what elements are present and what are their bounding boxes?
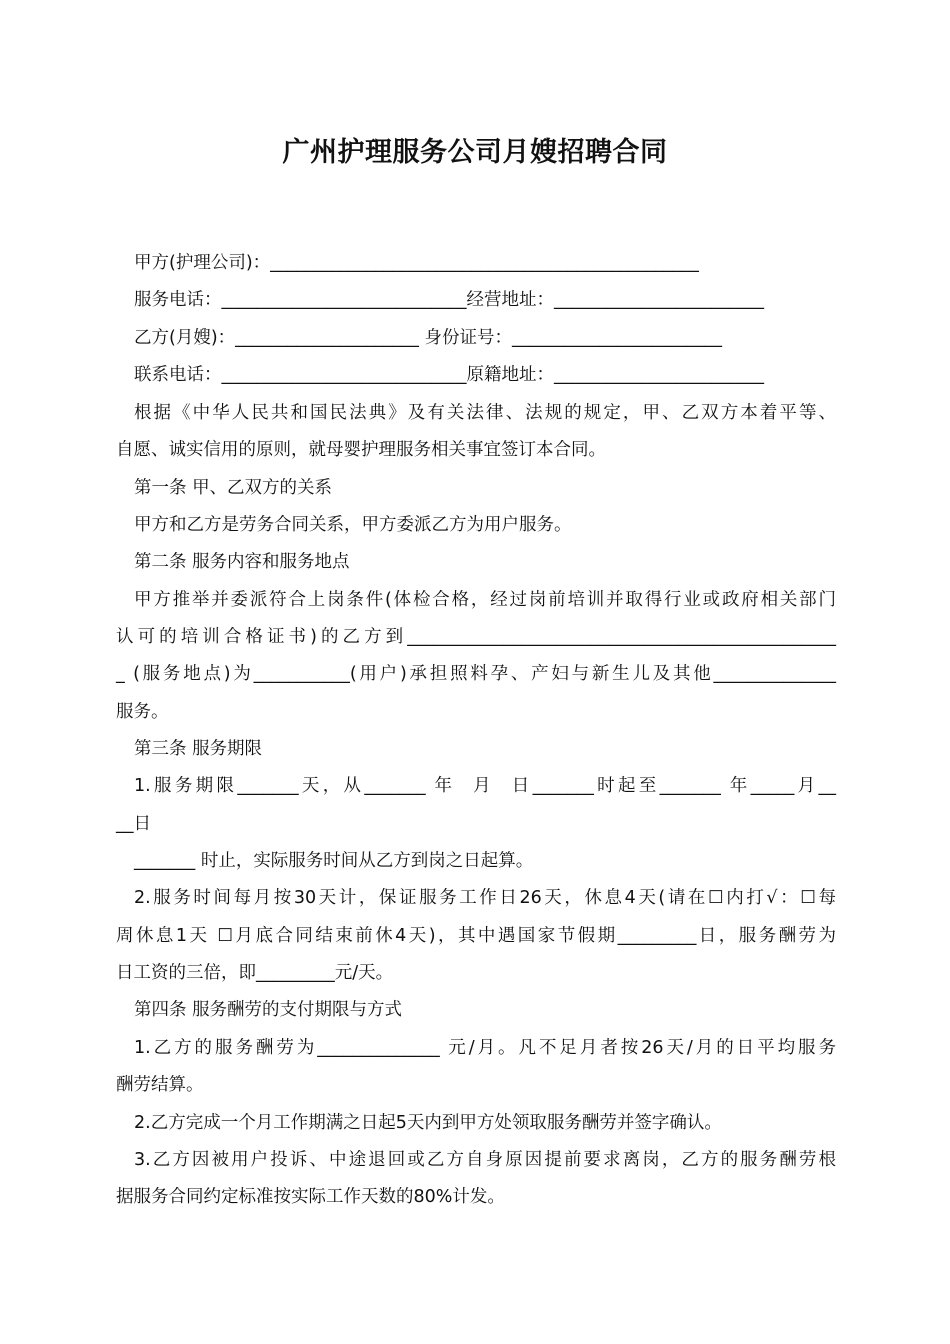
article-3-item-1a: 1.服务期限_______天，从_______ 年 月 日_______时起至_______ 年_____月__ [134,776,836,796]
preamble-line-2: 自愿、诚实信用的原则，就母婴护理服务相关事宜签订本合同。 [116,440,606,460]
article-2-text-4: 服务。 [116,702,169,722]
article-4-item-1b: 酬劳结算。 [116,1075,204,1095]
article-4-item-2: 2.乙方完成一个月工作期满之日起5天内到甲方处领取服务酬劳并签字确认。 [134,1113,722,1133]
article-1-heading: 第一条 甲、乙双方的关系 [134,478,333,498]
service-phone-line: 服务电话：____________________________经营地址：________________________ [134,290,764,310]
article-4-item-3b: 据服务合同约定标准按实际工作天数的80%计发。 [116,1187,505,1207]
article-3-item-1b: __日 [116,814,151,834]
article-4-heading: 第四条 服务酬劳的支付期限与方式 [134,1000,403,1020]
preamble-line-1: 根据《中华人民共和国民法典》及有关法律、法规的规定，甲、乙双方本着平等、 [134,403,836,423]
article-3-item-2b: 周休息1天 ☐月底合同结束前休4天)，其中遇国家节假期_________日，服务酬劳为 [116,926,836,946]
article-3-item-2c: 日工资的三倍，即_________元/天。 [116,963,394,983]
party-b-line: 乙方(月嫂)：_____________________ 身份证号：________________________ [134,328,722,348]
document-title: 广州护理服务公司月嫂招聘合同 [282,137,668,168]
article-1-text: 甲方和乙方是劳务合同关系，甲方委派乙方为用户服务。 [134,515,572,535]
article-4-item-3a: 3.乙方因被用户投诉、中途退回或乙方自身原因提前要求离岗，乙方的服务酬劳根 [134,1150,836,1170]
contact-phone-line: 联系电话：____________________________原籍地址：________________________ [134,365,764,385]
article-3-item-1c: _______ 时止，实际服务时间从乙方到岗之日起算。 [134,851,534,871]
article-4-item-1a: 1.乙方的服务酬劳为______________ 元/月。凡不足月者按26天/月的日平均服务 [134,1038,836,1058]
article-2-heading: 第二条 服务内容和服务地点 [134,552,350,572]
article-3-item-2a: 2.服务时间每月按30天计，保证服务工作日26天，休息4天(请在☐内打√：☐每 [134,888,836,908]
article-2-text-1: 甲方推举并委派符合上岗条件(体检合格，经过岗前培训并取得行业或政府相关部门 [134,590,836,610]
article-2-text-3: _ (服务地点)为___________(用户)承担照料孕、产妇与新生儿及其他______________ [116,664,836,684]
article-3-heading: 第三条 服务期限 [134,739,263,759]
article-2-text-2: 认可的培训合格证书)的乙方到_________________________________________________ [116,627,836,647]
party-a-line: 甲方(护理公司)：_________________________________________________ [134,253,699,273]
